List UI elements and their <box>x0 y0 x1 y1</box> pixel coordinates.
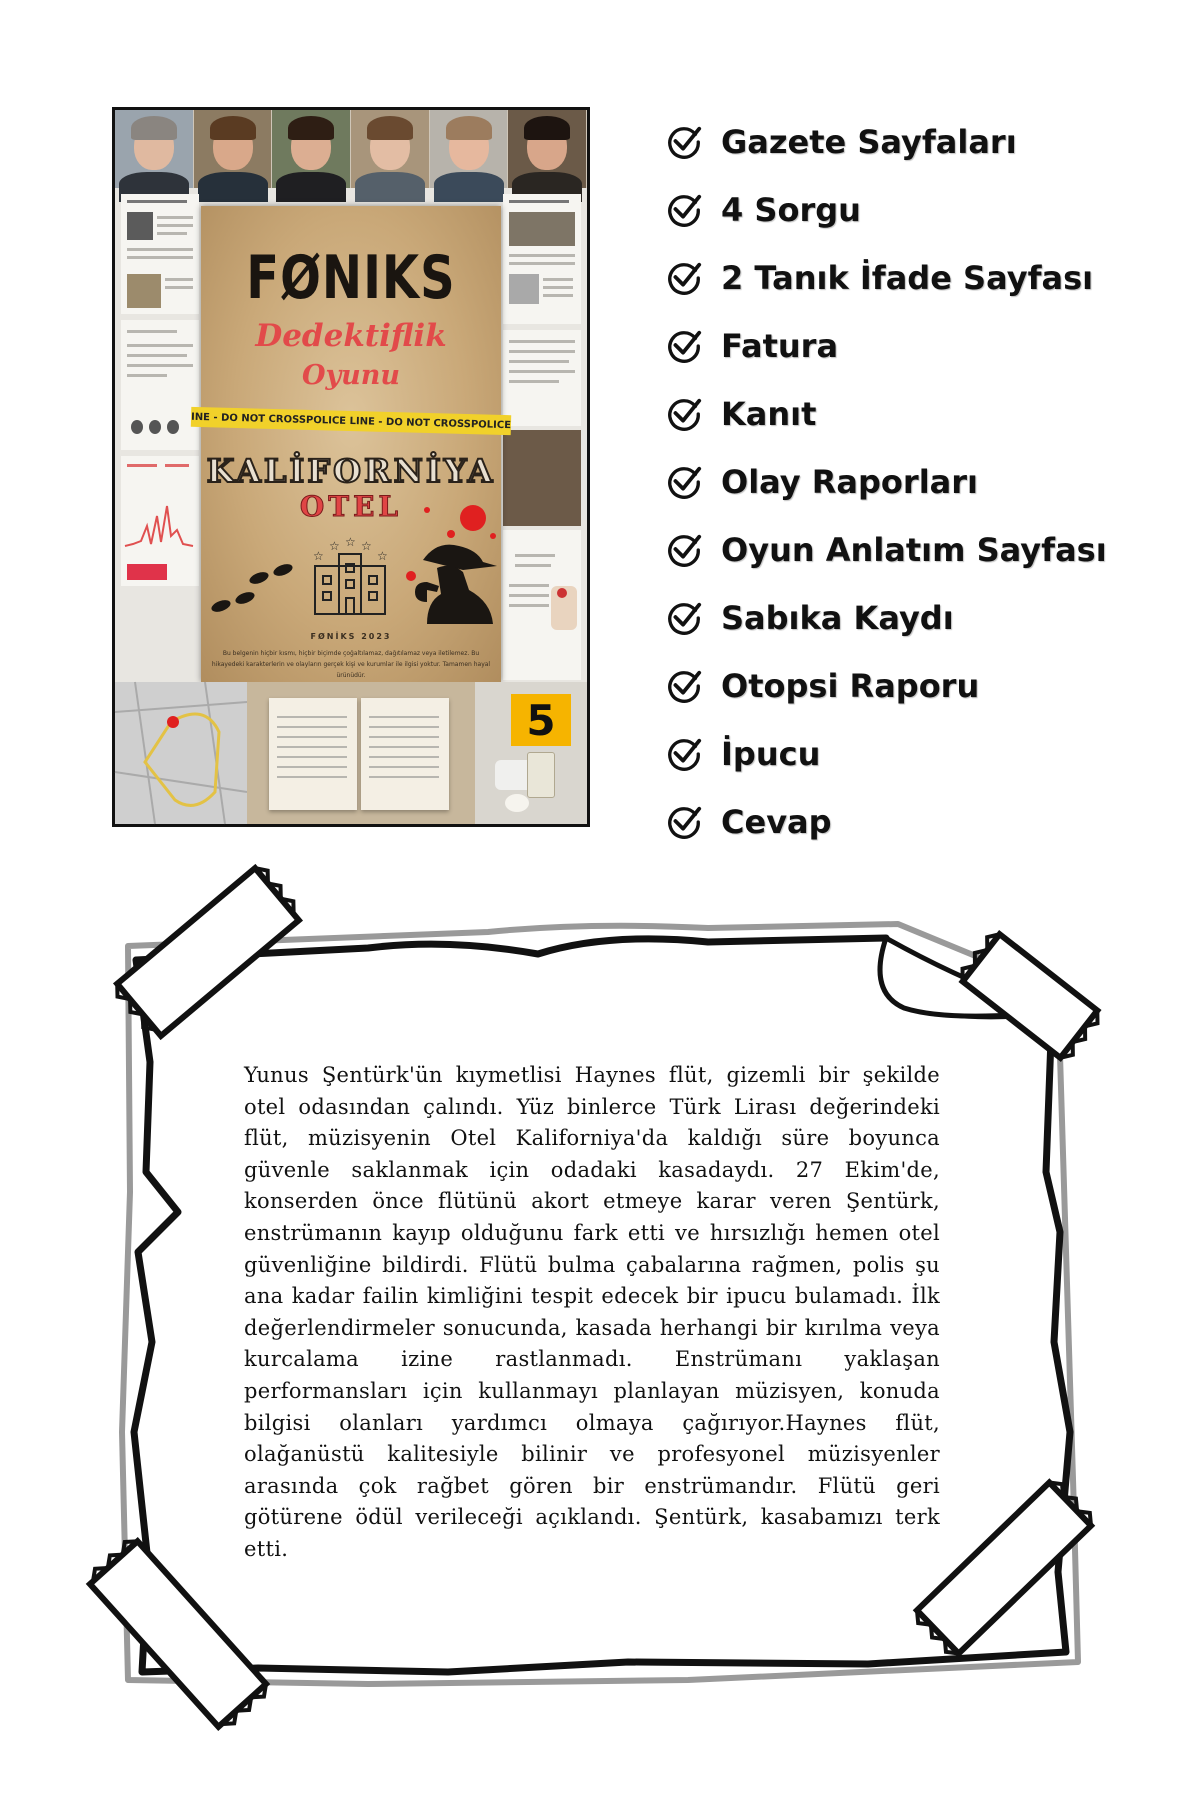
chart-report-page <box>121 456 199 586</box>
poster-footer-brand: FØNİKS 2023 <box>310 632 392 641</box>
check-circle-icon <box>665 531 703 569</box>
checklist-label: Sabıka Kaydı <box>721 599 954 637</box>
svg-text:☆: ☆ <box>361 539 372 553</box>
checklist-item <box>665 108 1175 176</box>
heart-rate-chart-graphic <box>121 486 199 566</box>
detective-silhouette-icon <box>415 545 497 624</box>
checklist-label: 4 Sorgu <box>721 191 861 229</box>
check-circle-icon <box>665 191 703 229</box>
checklist-item <box>665 380 1175 448</box>
game-cover-poster <box>190 206 512 682</box>
newspaper-page-left <box>121 194 199 314</box>
check-circle-icon <box>665 259 703 297</box>
checklist-label: Oyun Anlatım Sayfası <box>721 531 1107 569</box>
evidence-bag-photo <box>475 682 587 824</box>
portrait-4 <box>351 110 430 188</box>
crime-scene-map <box>115 682 247 824</box>
story-paragraph: Yunus Şentürk'ün kıymetlisi Haynes flüt, gizemli bir şekilde otel odasından çalındı. Yüz binlerce Türk Lirası değerindeki flüt, müzisyenin Otel Kaliforniya'da kaldığı süre boyunca güvenle saklanmak için odadaki kasadaydı. 27 Ekim'de, konserden önce flütünü akort etmeye karar veren Şentürk, enstrümanın kayıp olduğunu fark etti ve hırsızlığı hemen otel güvenliğine bildirdi. Flütü bulma çabalarına rağmen, polis şu ana kadar failin kimliğini tespit edecek bir ipucu bulamadı. İlk değerlendirmeler sonucunda, kasada herhangi bir kırılma veya kurcalama izine rastlanmadı. Enstrümanı yaklaşan performansları için kullanmayı planlayan müzisyen, konuda bilgisi olanları yardımcı olmaya çağırıyor.Haynes flüt, olağanüstü kalitesiyle bilinir ve profesyonel müzisyenler arasında çok rağbet gören bir enstrümandır. Flütü geri götürene ödül verileceği açıklandı. Şentürk, kasabamızı terk etti. <box>244 1063 940 1561</box>
guest-ledger-photo <box>247 682 475 824</box>
police-tape-text-1: INE - DO NOT CROSS <box>190 411 307 426</box>
poster-title-2: OTEL <box>299 490 403 523</box>
checklist-item <box>665 652 1175 720</box>
poster-illustration <box>201 506 501 626</box>
portrait-1 <box>115 110 194 188</box>
witness-statement-page <box>503 330 581 426</box>
collage-bottom-row <box>115 682 587 824</box>
blood-splatter-icon <box>460 505 486 531</box>
poster-subtitle-1: Dedektiflik <box>255 318 447 354</box>
checklist-label: Fatura <box>721 327 839 365</box>
hotel-building-icon <box>315 554 385 614</box>
contents-checklist <box>665 108 1175 856</box>
svg-text:☆: ☆ <box>313 549 324 563</box>
checklist-label: Kanıt <box>721 395 817 433</box>
check-circle-icon <box>665 463 703 501</box>
checklist-item <box>665 516 1175 584</box>
footprints-icon <box>210 562 294 614</box>
check-circle-icon <box>665 803 703 841</box>
map-pin-icon <box>167 716 179 728</box>
checklist-label: Otopsi Raporu <box>721 667 980 705</box>
check-circle-icon <box>665 327 703 365</box>
police-tape-text-3: POLICE <box>470 418 512 431</box>
portrait-3 <box>272 110 351 188</box>
checklist-label: Gazete Sayfaları <box>721 123 1017 161</box>
checklist-item <box>665 720 1175 788</box>
check-circle-icon <box>665 395 703 433</box>
poster-disclaimer: Bu belgenin hiçbir kısmı, hiçbir biçimde çoğaltılamaz, dağıtılamaz veya iletilemez. Bu hikayedeki karakterlerin ve olayların gerçek kişi ve kurumlar ile ilgisi yoktur. Tamamen hayal ürünüdür. <box>211 650 491 679</box>
checklist-item <box>665 788 1175 856</box>
evidence-marker: 5 <box>511 694 571 746</box>
poster-title: KALİFORNİYA <box>206 452 496 490</box>
criminal-record-page <box>121 320 199 450</box>
portrait-2 <box>194 110 273 188</box>
star-icons <box>313 535 388 563</box>
poster-subtitle-2: Oyunu <box>301 360 401 391</box>
police-tape-text-2: POLICE LINE - DO NOT CROSS <box>305 414 472 430</box>
portrait-5 <box>430 110 509 188</box>
poster-brand: FØNIKS <box>246 243 456 313</box>
svg-text:☆: ☆ <box>345 535 356 549</box>
checklist-item <box>665 448 1175 516</box>
map-graphic <box>115 682 247 824</box>
portrait-6 <box>508 110 587 188</box>
suspect-portraits <box>115 110 587 188</box>
newspaper-page-right <box>503 194 581 324</box>
svg-text:☆: ☆ <box>377 549 388 563</box>
checklist-label: 2 Tanık İfade Sayfası <box>721 259 1094 297</box>
checklist-item <box>665 312 1175 380</box>
checklist-item <box>665 584 1175 652</box>
checklist-label: İpucu <box>721 735 821 773</box>
svg-text:☆: ☆ <box>329 539 340 553</box>
check-circle-icon <box>665 123 703 161</box>
invoice-page <box>503 530 581 680</box>
checklist-label: Olay Raporları <box>721 463 978 501</box>
evidence-photo <box>503 430 581 526</box>
police-tape <box>191 407 511 435</box>
check-circle-icon <box>665 735 703 773</box>
checklist-item <box>665 176 1175 244</box>
check-circle-icon <box>665 667 703 705</box>
check-circle-icon <box>665 599 703 637</box>
checklist-label: Cevap <box>721 803 832 841</box>
product-collage-image <box>112 107 590 827</box>
checklist-item <box>665 244 1175 312</box>
